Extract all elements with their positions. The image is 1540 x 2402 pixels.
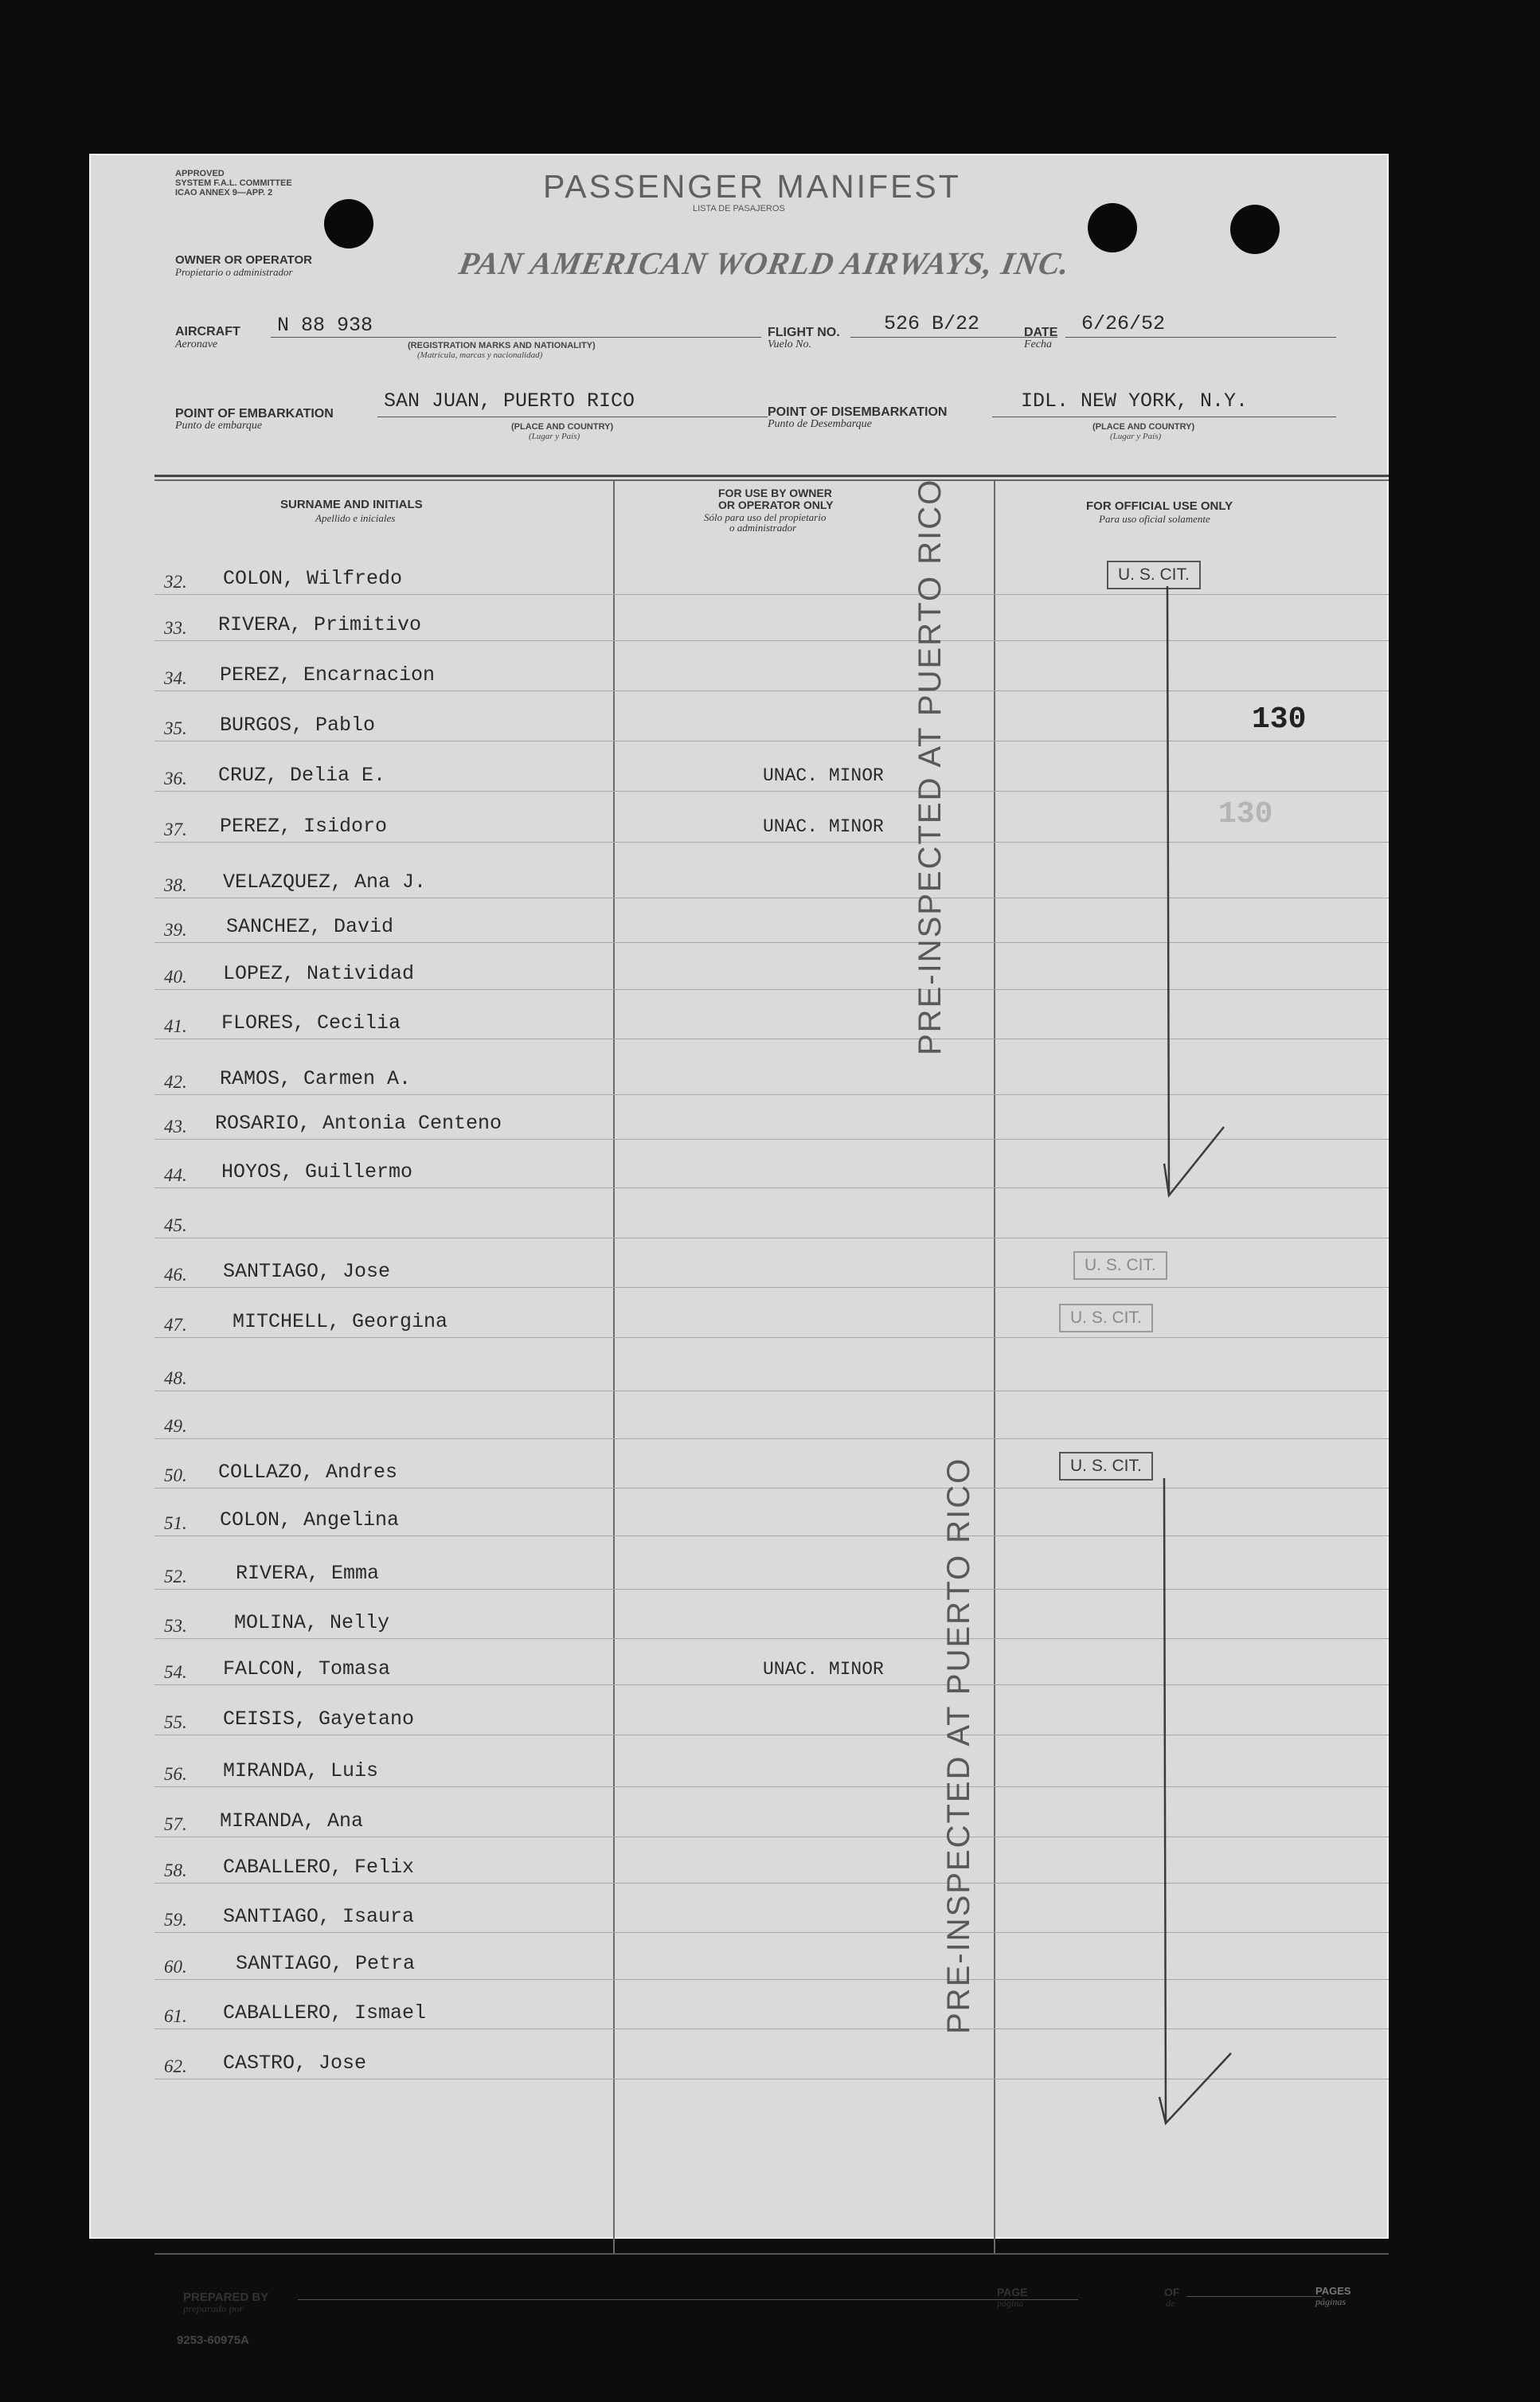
row-number: 55.	[164, 1712, 187, 1732]
passenger-name: FLORES, Cecilia	[221, 1011, 401, 1035]
registration-note: (REGISTRATION MARKS AND NATIONALITY)	[408, 341, 596, 350]
row-number: 37.	[164, 820, 187, 839]
pencil-annotations	[89, 154, 1389, 2239]
row-number: 58.	[164, 1860, 187, 1880]
passenger-name: LOPEZ, Natividad	[223, 962, 415, 985]
row-number: 46.	[164, 1265, 187, 1285]
column-header-official-spanish: Para uso oficial solamente	[1099, 513, 1210, 525]
operator-note: UNAC. MINOR	[763, 765, 884, 786]
form-title-spanish: LISTA DE PASAJEROS	[693, 204, 785, 213]
operator-note: UNAC. MINOR	[763, 816, 884, 837]
date-label-spanish: Fecha	[1024, 338, 1052, 350]
bracket-line-1	[1167, 586, 1169, 1195]
row-number: 57.	[164, 1814, 187, 1834]
passenger-name: MITCHELL, Georgina	[233, 1310, 448, 1333]
checkmark-2	[1159, 2053, 1231, 2123]
registration-note-spanish: (Matrícula, marcas y nacionalidad)	[417, 350, 543, 360]
row-number: 43.	[164, 1117, 187, 1136]
place-note-2-spanish: (Lugar y País)	[1110, 432, 1162, 441]
place-note: (PLACE AND COUNTRY)	[511, 422, 614, 432]
passenger-name: COLON, Wilfredo	[223, 567, 403, 590]
preinspected-stamp-2: PRE-INSPECTED AT PUERTO RICO	[941, 1457, 976, 2034]
disembarkation-label: POINT OF DISEMBARKATION	[768, 405, 948, 419]
prepared-by-label: PREPARED BY	[183, 2291, 269, 2304]
passenger-name: SANTIAGO, Petra	[236, 1952, 416, 1975]
passenger-name: RIVERA, Primitivo	[218, 613, 422, 636]
passenger-name: RAMOS, Carmen A.	[220, 1067, 412, 1090]
row-number: 35.	[164, 718, 187, 738]
passenger-name: MOLINA, Nelly	[234, 1611, 390, 1634]
pages-label: PAGES	[1315, 2285, 1351, 2297]
passenger-name: COLON, Angelina	[220, 1508, 400, 1532]
approved-label: APPROVED	[175, 169, 225, 178]
row-number: 40.	[164, 967, 187, 987]
owner-label-spanish: Propietario o administrador	[175, 266, 293, 278]
us-cit-stamp-3: U. S. CIT.	[1059, 1304, 1153, 1332]
passenger-name: CASTRO, Jose	[223, 2052, 367, 2075]
row-number: 56.	[164, 1764, 187, 1784]
place-note-2: (PLACE AND COUNTRY)	[1092, 422, 1195, 432]
bracket-line-2	[1164, 1478, 1166, 2123]
passenger-name: CABALLERO, Felix	[223, 1856, 415, 1879]
row-number: 32.	[164, 572, 187, 592]
of-label: OF	[1164, 2286, 1180, 2298]
row-number: 38.	[164, 875, 187, 895]
passenger-name: PEREZ, Isidoro	[220, 815, 388, 838]
us-cit-stamp-4: U. S. CIT.	[1059, 1452, 1153, 1481]
disembarkation-value: IDL. NEW YORK, N.Y.	[1021, 389, 1249, 413]
disembarkation-label-spanish: Punto de Desembarque	[768, 418, 872, 430]
us-cit-stamp-2: U. S. CIT.	[1073, 1251, 1167, 1280]
prepared-by-spanish: preparado por	[183, 2302, 244, 2314]
row-number: 54.	[164, 1662, 187, 1682]
page-label: PAGE	[997, 2286, 1028, 2298]
passenger-name: COLLAZO, Andres	[218, 1461, 398, 1484]
passenger-name: CEISIS, Gayetano	[223, 1708, 415, 1731]
passenger-name: CABALLERO, Ismael	[223, 2001, 427, 2024]
aircraft-label-spanish: Aeronave	[175, 338, 218, 350]
row-number: 33.	[164, 618, 187, 638]
row-number: 52.	[164, 1567, 187, 1586]
passenger-name: MIRANDA, Luis	[223, 1759, 379, 1782]
passenger-count-stamp-faint: 130	[1218, 797, 1273, 831]
passenger-name: RIVERA, Emma	[236, 1562, 380, 1585]
pages-label-spanish: páginas	[1315, 2296, 1347, 2307]
column-header-operator-spanish-a: Sólo para uso del propietario	[704, 511, 827, 523]
passenger-name: SANCHEZ, David	[226, 915, 394, 938]
flight-label: FLIGHT NO.	[768, 326, 840, 339]
column-header-operator-b: OR OPERATOR ONLY	[718, 499, 834, 511]
flight-value: 526 B/22	[884, 312, 980, 335]
date-label: DATE	[1024, 326, 1058, 339]
row-number: 59.	[164, 1910, 187, 1930]
passenger-name: ROSARIO, Antonia Centeno	[215, 1112, 502, 1135]
row-number: 50.	[164, 1465, 187, 1485]
passenger-name: HOYOS, Guillermo	[221, 1160, 413, 1183]
column-header-surname: SURNAME AND INITIALS	[280, 498, 423, 511]
row-number: 61.	[164, 2006, 187, 2026]
passenger-name: SANTIAGO, Isaura	[223, 1905, 415, 1928]
passenger-name: SANTIAGO, Jose	[223, 1260, 391, 1283]
embarkation-label: POINT OF EMBARKATION	[175, 407, 334, 421]
embarkation-value: SAN JUAN, PUERTO RICO	[384, 389, 635, 413]
place-note-spanish: (Lugar y País)	[529, 432, 580, 441]
date-value: 6/26/52	[1081, 312, 1166, 335]
passenger-name: BURGOS, Pablo	[220, 714, 376, 737]
form-code: 9253-60975A	[177, 2334, 249, 2347]
column-header-official: FOR OFFICIAL USE ONLY	[1086, 499, 1233, 513]
owner-label: OWNER OR OPERATOR	[175, 253, 312, 267]
row-number: 60.	[164, 1957, 187, 1977]
page-label-spanish: página	[997, 2298, 1024, 2309]
passenger-count-stamp: 130	[1252, 702, 1307, 737]
approved-committee: SYSTEM F.A.L. COMMITTEE	[175, 178, 292, 188]
row-number: 48.	[164, 1368, 187, 1388]
embarkation-label-spanish: Punto de embarque	[175, 420, 263, 432]
preinspected-stamp-1: PRE-INSPECTED AT PUERTO RICO	[913, 478, 948, 1055]
row-number: 62.	[164, 2056, 187, 2076]
passenger-name: PEREZ, Encarnacion	[220, 663, 436, 687]
passenger-name: VELAZQUEZ, Ana J.	[223, 870, 427, 894]
row-number: 41.	[164, 1016, 187, 1036]
row-number: 45.	[164, 1215, 187, 1235]
operator-name: PAN AMERICAN WORLD AIRWAYS, INC.	[456, 245, 1073, 281]
aircraft-label: AIRCRAFT	[175, 325, 240, 338]
form-title: PASSENGER MANIFEST	[543, 168, 961, 205]
row-number: 44.	[164, 1165, 187, 1185]
aircraft-value: N 88 938	[277, 314, 373, 337]
operator-note: UNAC. MINOR	[763, 1659, 884, 1680]
passenger-name: FALCON, Tomasa	[223, 1657, 391, 1680]
row-number: 36.	[164, 769, 187, 788]
row-number: 34.	[164, 668, 187, 688]
row-number: 39.	[164, 920, 187, 940]
column-header-operator-a: FOR USE BY OWNER	[718, 487, 832, 499]
of-label-spanish: de	[1166, 2298, 1175, 2309]
row-number: 53.	[164, 1616, 187, 1636]
flight-label-spanish: Vuelo No.	[768, 338, 811, 350]
manifest-sheet	[89, 154, 1389, 2347]
passenger-name: MIRANDA, Ana	[220, 1809, 364, 1833]
column-header-operator-spanish-b: o administrador	[729, 522, 797, 534]
passenger-name: CRUZ, Delia E.	[218, 764, 386, 787]
row-number: 49.	[164, 1416, 187, 1436]
checkmark-1	[1164, 1127, 1224, 1195]
approved-reference: ICAO ANNEX 9—APP. 2	[175, 188, 273, 198]
us-cit-stamp-1: U. S. CIT.	[1107, 561, 1201, 589]
column-header-surname-spanish: Apellido e iniciales	[315, 512, 396, 524]
row-number: 51.	[164, 1513, 187, 1533]
row-number: 42.	[164, 1072, 187, 1092]
row-number: 47.	[164, 1315, 187, 1335]
